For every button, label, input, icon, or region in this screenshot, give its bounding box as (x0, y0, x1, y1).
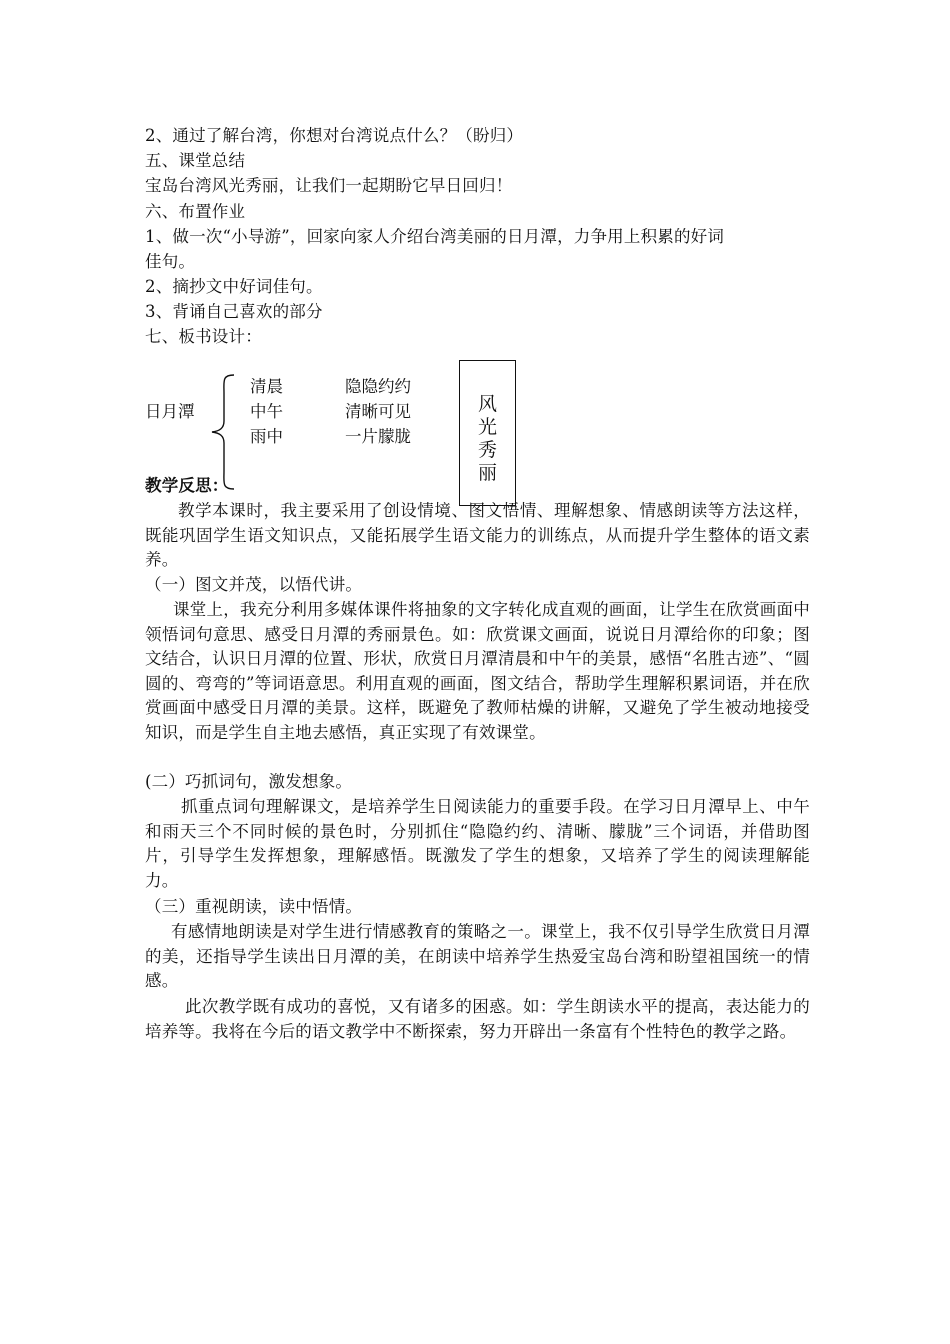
section-3-body: 有感情地朗读是对学生进行情感教育的策略之一。课堂上，我不仅引导学生欣赏日月潭的美，还指导学生读出日月潭的美，在朗读中培养学生热爱宝岛台湾和盼望祖国统一的情感。 (145, 922, 810, 990)
homework-item-3: 3、背诵自己喜欢的部分 (145, 302, 323, 321)
reflection-intro: 教学本课时，我主要采用了创设情境、图文悟情、理解想象、情感朗读等方法这样，既能巩固学生语文知识点，又能拓展学生语文能力的训练点，从而提升学生整体的语文素养。 (145, 501, 810, 569)
reflection-heading: 教学反思： (145, 476, 229, 495)
section-summary-heading: 五、课堂总结 (145, 151, 246, 170)
board-scene-rain: 一片朦胧 (345, 427, 411, 446)
board-time-rain: 雨中 (250, 427, 283, 446)
board-time-morning: 清晨 (250, 377, 283, 396)
summary-text: 宝岛台湾风光秀丽，让我们一起期盼它早日回归！ (145, 176, 513, 195)
board-scene-noon: 清晰可见 (345, 402, 411, 421)
homework-item-2: 2、摘抄文中好词佳句。 (145, 277, 323, 296)
board-theme-box (459, 360, 516, 506)
section-homework-heading: 六、布置作业 (145, 202, 246, 221)
section-board-heading: 七、板书设计： (145, 327, 262, 346)
question-line: 2、通过了解台湾，你想对台湾说点什么？（盼归） (145, 126, 524, 145)
board-time-noon: 中午 (250, 402, 283, 421)
section-1-title: （一）图文并茂，以悟代讲。 (145, 575, 363, 594)
section-2-title: (二）巧抓词句，激发想象。 (145, 772, 353, 791)
section-2-body: 抓重点词句理解课文，是培养学生日阅读能力的重要手段。在学习日月潭早上、中午和雨天三个不同时候的景色时，分别抓住“隐隐约约、清晰、朦胧”三个词语，并借助图片，引导学生发挥想象，理解感悟。既激发了学生的想象，又培养了学生的阅读理解能力。 (145, 797, 810, 890)
section-3-title: （三）重视朗读，读中悟情。 (145, 897, 363, 916)
closing-paragraph: 此次教学既有成功的喜悦，又有诸多的困惑。如：学生朗读水平的提高，表达能力的培养等。我将在今后的语文教学中不断探索，努力开辟出一条富有个性特色的教学之路。 (145, 997, 810, 1041)
homework-item-1-cont: 佳句。 (145, 252, 196, 271)
board-scene-morning: 隐隐约约 (345, 377, 411, 396)
board-subject: 日月潭 (145, 402, 195, 421)
section-1-body: 课堂上，我充分利用多媒体课件将抽象的文字转化成直观的画面，让学生在欣赏画面中领悟词句意思、感受日月潭的秀丽景色。如：欣赏课文画面，说说日月潭给你的印象；图文结合，认识日月潭的位置、形状，欣赏日月潭清晨和中午的美景，感悟“名胜古迹”、“圆圆的、弯弯的”等词语意思。利用直观的画面，图文结合，帮助学生理解积累词语，并在欣赏画面中感受日月潭的美景。这样，既避免了教师枯燥的讲解，又避免了学生被动地接受知识，而是学生自主地去感悟，真正实现了有效课堂。 (145, 600, 810, 742)
homework-item-1: 1、做一次“小导游”，回家向家人介绍台湾美丽的日月潭，力争用上积累的好词 (145, 227, 725, 246)
board-theme-text: 风 光 秀 丽 (477, 393, 497, 484)
